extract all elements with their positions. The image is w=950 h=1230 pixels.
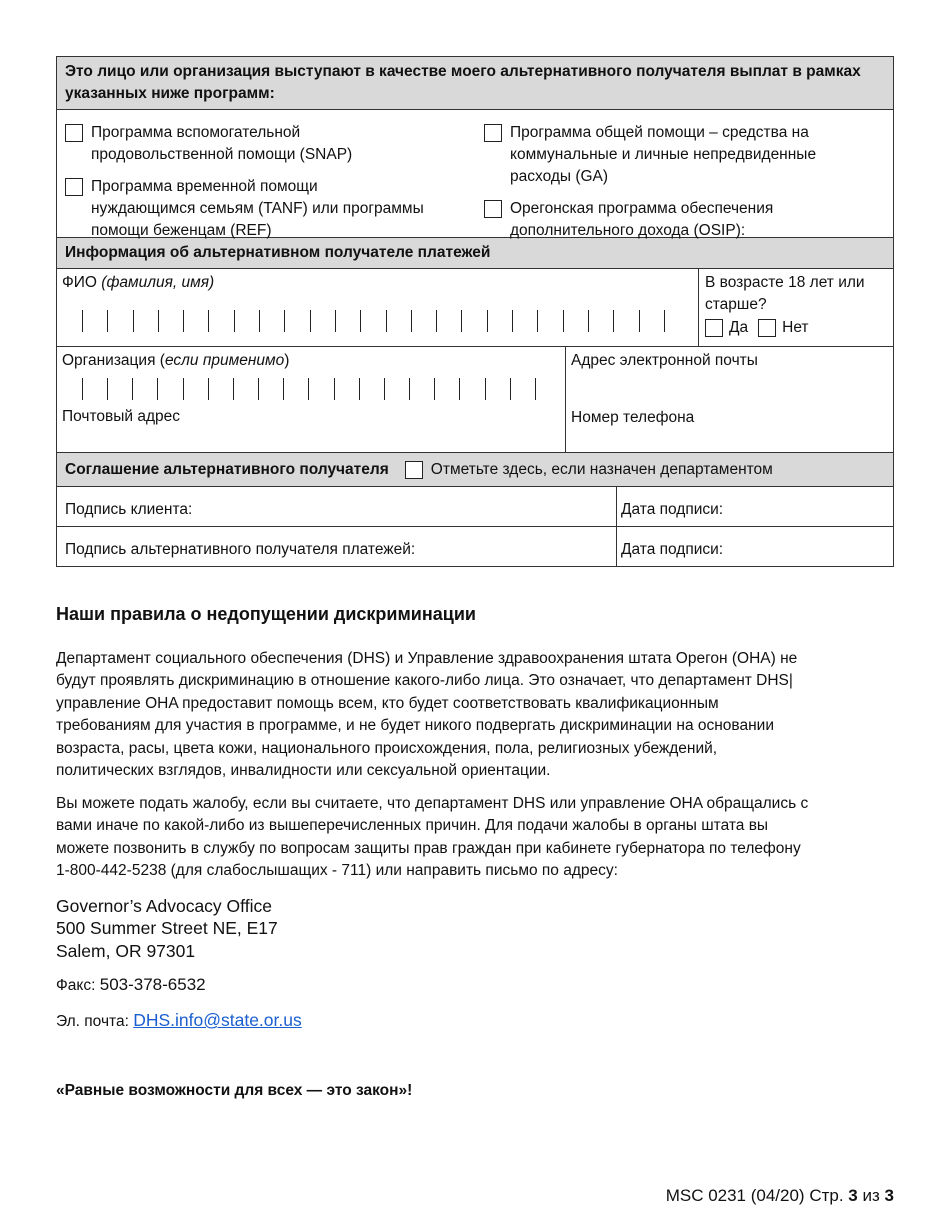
policy-heading: Наши правила о недопущении дискриминации — [56, 604, 476, 624]
name-field[interactable] — [57, 269, 699, 346]
email-phone-cell — [566, 347, 893, 452]
name-label: ФИО — [62, 274, 97, 291]
osip-label-2: дополнительного дохода (OSIP): — [510, 222, 746, 239]
ga-checkbox[interactable] — [484, 124, 502, 142]
equal-opportunity-slogan: «Равные возможности для всех — это закон»! — [56, 1082, 413, 1099]
program-tanf — [65, 176, 484, 242]
ga-label-3: расходы (GA) — [510, 168, 609, 185]
name-hint: (фамилия, имя) — [101, 274, 215, 291]
snap-label-1: Программа вспомогательной — [91, 124, 301, 141]
program-osip — [484, 198, 885, 242]
programs-right-column — [484, 122, 885, 239]
payee-signature-label: Подпись альтернативного получателя платежей: — [65, 541, 416, 558]
org-mail-cell — [57, 347, 566, 452]
osip-label-1: Орегонская программа обеспечения — [510, 200, 774, 217]
age-question-line-1: В возрасте 18 лет или — [705, 274, 865, 291]
client-signature-field[interactable] — [57, 487, 617, 526]
mail-label: Почтовый адрес — [62, 408, 181, 425]
department-assigned-label: Отметьте здесь, если назначен департаментом — [430, 460, 773, 478]
agreement-title: Соглашение альтернативного получателя — [65, 460, 389, 478]
programs-left-column — [65, 122, 484, 239]
client-date-field[interactable] — [617, 487, 893, 526]
client-date-label: Дата подписи: — [621, 501, 724, 518]
org-label: Организация (если применимо) — [62, 352, 290, 369]
name-row — [57, 269, 893, 347]
mailing-address: Governor’s Advocacy Office 500 Summer Street NE, E17 Salem, OR 97301 — [56, 896, 278, 961]
age-question — [699, 269, 893, 346]
contact-email-label: Эл. почта: — [56, 1013, 129, 1030]
client-signature-row — [57, 487, 893, 527]
tanf-label-1: Программа временной помощи — [91, 178, 318, 195]
page-total: 3 — [884, 1186, 894, 1205]
programs-header: Это лицо или организация выступают в качестве моего альтернативного получателя выплат в рамках указанных ниже программ: — [57, 57, 893, 110]
department-assigned-checkbox[interactable] — [405, 461, 423, 479]
contact-email-link[interactable]: DHS.info@state.or.us — [133, 1010, 302, 1030]
page-of: из — [862, 1186, 880, 1205]
org-char-boxes[interactable] — [82, 378, 560, 400]
tanf-checkbox[interactable] — [65, 178, 83, 196]
alternate-payee-form — [56, 56, 894, 567]
no-checkbox[interactable] — [758, 319, 776, 337]
fax-line — [56, 975, 896, 995]
client-signature-label: Подпись клиента: — [65, 501, 193, 518]
page-footer — [666, 1186, 894, 1206]
name-char-boxes[interactable] — [82, 310, 693, 332]
ga-label-1: Программа общей помощи – средства на — [510, 124, 809, 141]
tanf-label-3: помощи беженцам (REF) — [91, 222, 272, 239]
payee-date-field[interactable] — [617, 527, 893, 566]
policy-paragraph-2: Вы можете подать жалобу, если вы считаете, что департамент DHS или управление OHA обращались с вами иначе по какой-либо из вышеперечисленных причин. Для подачи жалобы в органы штата вы можете позвонить в службу по вопросам защиты прав граждан при кабинете губернатора по телефону 1-800-442-5238 (для слабослышащих - 711) или направить письмо по адресу: — [56, 795, 809, 880]
payee-signature-field[interactable] — [57, 527, 617, 566]
payee-info-header: Информация об альтернативном получателе платежей — [57, 238, 893, 269]
program-ga — [484, 122, 885, 188]
org-row — [57, 347, 893, 453]
snap-label-2: продовольственной помощи (SNAP) — [91, 146, 353, 163]
age-question-line-2: старше? — [705, 296, 767, 313]
fax-number: 503-378-6532 — [99, 975, 206, 994]
no-label: Нет — [782, 319, 809, 336]
agreement-header — [57, 453, 893, 487]
email-line — [56, 1010, 896, 1031]
fax-label: Факс: — [56, 977, 96, 994]
yes-checkbox[interactable] — [705, 319, 723, 337]
osip-checkbox[interactable] — [484, 200, 502, 218]
programs-section — [57, 110, 893, 238]
snap-checkbox[interactable] — [65, 124, 83, 142]
form-code: MSC 0231 (04/20) Стр. — [665, 1186, 844, 1205]
program-snap — [65, 122, 484, 166]
policy-paragraph-1: Департамент социального обеспечения (DHS) и Управление здравоохранения штата Орегон (OHA) не будут проявлять дискриминацию в отношение какого-либо лица. Это означает, что департамент DHS| управление OHA предоставит помощь всем, кто будет соответствовать квалификационным требованиям для участия в программе, и не будет никого подвергать дискриминации на основании возраста, расы, цвета кожи, национального происхождения, пола, религиозных убеждений, политических взглядов, инвалидности или сексуальной ориентации. — [56, 650, 798, 780]
payee-signature-row — [57, 527, 893, 566]
email-label: Адрес электронной почты — [571, 352, 758, 369]
ga-label-2: коммунальные и личные непредвиденные — [510, 146, 817, 163]
yes-label: Да — [729, 319, 749, 336]
page-number: 3 — [848, 1186, 858, 1205]
phone-label: Номер телефона — [571, 409, 695, 426]
payee-date-label: Дата подписи: — [621, 541, 724, 558]
tanf-label-2: нуждающимся семьям (TANF) или программы — [91, 200, 424, 217]
